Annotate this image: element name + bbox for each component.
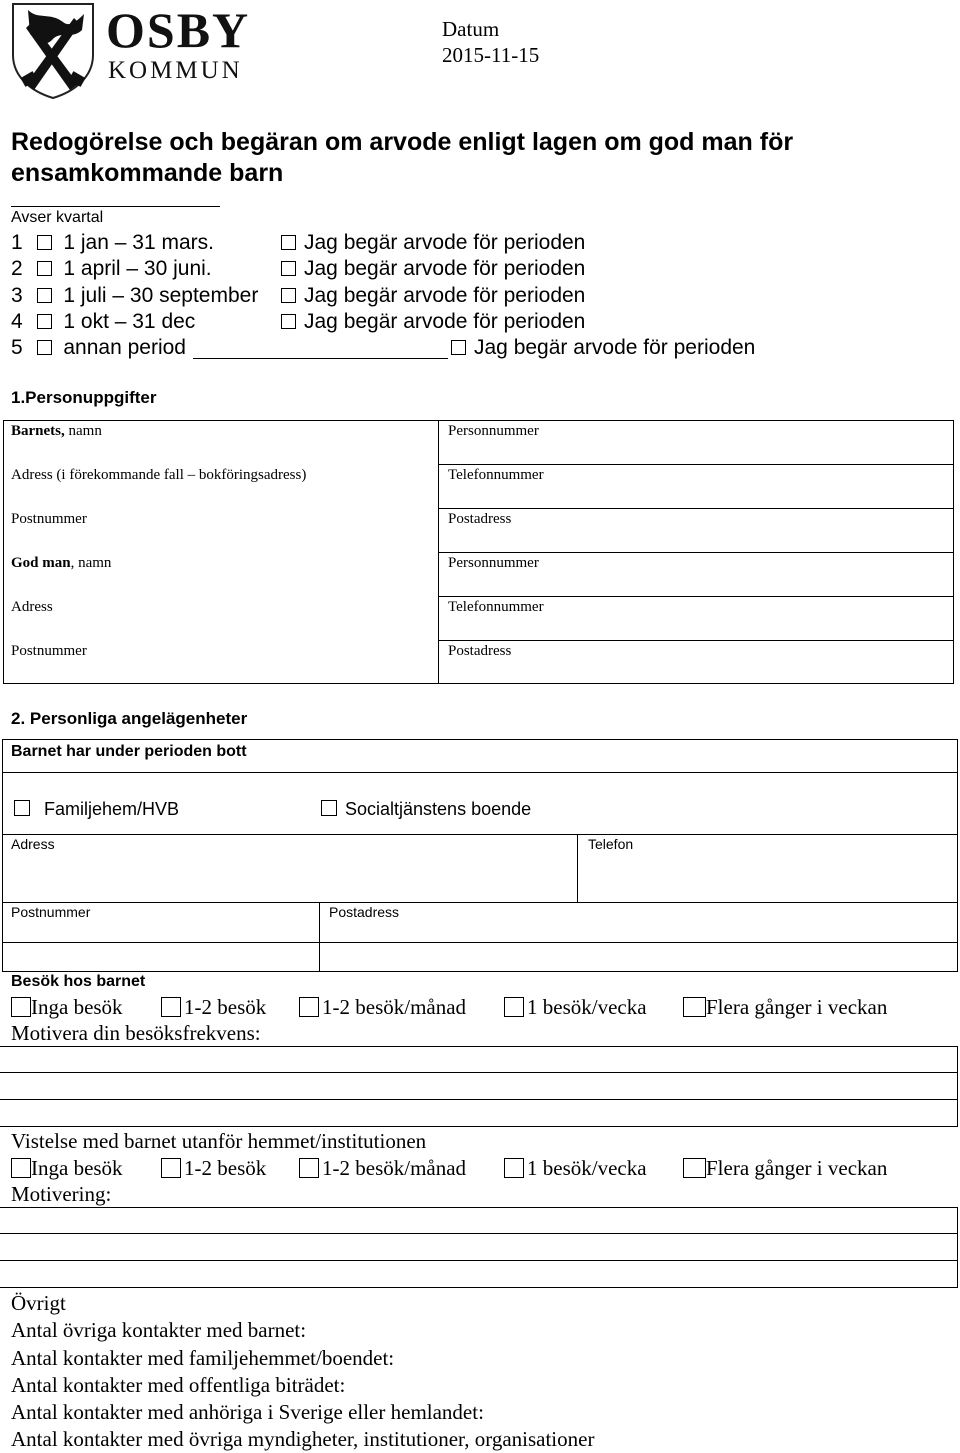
request-label: Jag begär arvode för perioden <box>304 310 586 333</box>
coat-of-arms-icon <box>8 0 98 100</box>
barn-adress-field[interactable]: Adress (i förekommande fall – bokföringsadress) <box>11 467 307 483</box>
barn-personnummer-field[interactable]: Personnummer <box>448 423 539 439</box>
request-row-4 <box>281 310 585 334</box>
request-label: Jag begär arvode för perioden <box>474 336 756 359</box>
logo-kommun-text: KOMMUN <box>108 57 243 84</box>
familjehem-label: Familjehem/HVB <box>44 799 180 819</box>
besok-heading: Besök hos barnet <box>11 973 146 990</box>
godman-namn-field[interactable] <box>11 555 111 572</box>
table-rule <box>2 834 958 835</box>
request-row-1 <box>281 231 585 255</box>
option-familjehem[interactable] <box>14 799 179 820</box>
freq-option[interactable] <box>299 1156 466 1181</box>
quarter-period: 1 juli – 30 september <box>63 284 259 307</box>
quarter-num: 5 <box>11 336 23 359</box>
freq-checkbox[interactable] <box>299 1158 319 1178</box>
quarter-row-5 <box>11 336 186 360</box>
ovrigt-line: Antal kontakter med offentliga biträdet: <box>11 1373 346 1397</box>
table-rule <box>2 942 958 943</box>
quarter-checkbox[interactable] <box>37 288 52 303</box>
request-checkbox[interactable] <box>451 340 466 355</box>
page-title-line2: ensamkommande barn <box>11 159 284 187</box>
quarter-num: 1 <box>11 231 23 254</box>
freq-checkbox[interactable] <box>299 997 319 1017</box>
freq-checkbox[interactable] <box>504 1158 524 1178</box>
request-label: Jag begär arvode för perioden <box>304 231 586 254</box>
quarter-period: 1 okt – 31 dec <box>63 310 196 333</box>
ovrigt-line: Antal kontakter med anhöriga i Sverige eller hemlandet: <box>11 1400 484 1424</box>
barnets-namn-field[interactable] <box>11 423 102 440</box>
request-row-5 <box>451 336 755 360</box>
boende-adress-field[interactable]: Adress <box>11 836 55 852</box>
boende-table <box>2 739 958 972</box>
ovrigt-heading: Övrigt <box>11 1291 66 1315</box>
quarter-checkbox[interactable] <box>37 314 52 329</box>
table-rule <box>2 772 958 773</box>
freq-label: 1-2 besök <box>184 1156 267 1180</box>
quarter-period: 1 jan – 31 mars. <box>63 231 214 254</box>
godman-telefonnummer-field[interactable]: Telefonnummer <box>448 599 544 615</box>
freq-checkbox[interactable] <box>161 1158 181 1178</box>
boende-telefon-field[interactable]: Telefon <box>588 836 634 852</box>
freq-label: Flera gånger i veckan <box>706 1156 888 1180</box>
godman-rest: , namn <box>70 555 112 571</box>
table-divider <box>577 834 578 902</box>
boende-postnummer-field[interactable]: Postnummer <box>11 904 91 920</box>
quarter-period: 1 april – 30 juni. <box>63 257 212 280</box>
quarter-underline <box>11 206 220 207</box>
barnets-bold: Barnets, <box>11 423 65 439</box>
godman-bold: God man <box>11 555 71 571</box>
freq-label: 1 besök/vecka <box>527 995 647 1019</box>
freq-label: Inga besök <box>31 1156 123 1180</box>
freq-label: Inga besök <box>31 995 123 1019</box>
freq-option[interactable] <box>11 1156 123 1181</box>
section2-heading: 2. Personliga angelägenheter <box>11 709 248 728</box>
osby-logo <box>8 0 268 100</box>
table-rule <box>438 640 954 641</box>
table-rule <box>2 902 958 903</box>
motivering-label: Motivering: <box>11 1182 112 1206</box>
freq-label: 1-2 besök/månad <box>322 1156 467 1180</box>
table-rule <box>0 1099 958 1100</box>
date-label: Datum <box>442 17 500 41</box>
logo-osby-text: OSBY <box>106 2 251 58</box>
godman-personnummer-field[interactable]: Personnummer <box>448 555 539 571</box>
quarter-num: 4 <box>11 310 23 333</box>
ovrigt-line: Antal kontakter med övriga myndigheter, institutioner, organisationer <box>11 1427 595 1451</box>
quarter-label: Avser kvartal <box>11 209 104 226</box>
table-rule <box>0 1260 958 1261</box>
table-rule <box>438 508 954 509</box>
quarter-num: 3 <box>11 284 23 307</box>
request-label: Jag begär arvode för perioden <box>304 284 586 307</box>
freq-option[interactable] <box>504 995 647 1020</box>
ovrigt-line: Antal kontakter med familjehemmet/boendet: <box>11 1346 395 1370</box>
quarter-period: annan period <box>63 336 186 359</box>
boende-postadress-field[interactable]: Postadress <box>329 904 400 920</box>
quarter-num: 2 <box>11 257 23 280</box>
freq-option[interactable] <box>11 995 123 1020</box>
table-rule <box>438 596 954 597</box>
freq-label: 1-2 besök/månad <box>322 995 467 1019</box>
motivera-label: Motivera din besöksfrekvens: <box>11 1021 261 1045</box>
date-value: 2015-11-15 <box>442 43 540 67</box>
godman-adress-field[interactable]: Adress <box>11 599 53 615</box>
quarter-checkbox[interactable] <box>37 340 52 355</box>
barnets-rest: namn <box>64 423 102 439</box>
freq-checkbox[interactable] <box>11 997 31 1017</box>
quarter-row-2 <box>11 257 212 281</box>
quarter-checkbox[interactable] <box>37 235 52 250</box>
motivera-input-lines[interactable] <box>0 1046 958 1127</box>
freq-label: Flera gånger i veckan <box>706 995 888 1019</box>
section1-heading: 1.Personuppgifter <box>11 388 157 407</box>
freq-option[interactable] <box>161 1156 266 1181</box>
table-rule <box>0 1233 958 1234</box>
freq-option[interactable] <box>504 1156 647 1181</box>
motivering-input-lines[interactable] <box>0 1207 958 1288</box>
familjehem-checkbox[interactable] <box>14 800 30 816</box>
request-row-3 <box>281 284 585 308</box>
freq-checkbox[interactable] <box>11 1158 31 1178</box>
quarter-row-1 <box>11 231 214 255</box>
request-label: Jag begär arvode för perioden <box>304 257 586 280</box>
godman-postadress-field[interactable]: Postadress <box>448 643 512 659</box>
request-checkbox[interactable] <box>281 288 296 303</box>
other-period-input-line[interactable] <box>193 358 448 359</box>
option-socialtjanst[interactable] <box>321 799 531 820</box>
freq-checkbox[interactable] <box>161 997 181 1017</box>
socialtjanst-label: Socialtjänstens boende <box>345 799 532 819</box>
barn-telefonnummer-field[interactable]: Telefonnummer <box>448 467 544 483</box>
request-checkbox[interactable] <box>281 235 296 250</box>
table-divider <box>319 902 320 972</box>
quarter-row-4 <box>11 310 195 334</box>
vistelse-heading: Vistelse med barnet utanför hemmet/institutionen <box>11 1129 427 1153</box>
barn-postadress-field[interactable]: Postadress <box>448 511 512 527</box>
freq-label: 1-2 besök <box>184 995 267 1019</box>
freq-option[interactable] <box>299 995 466 1020</box>
quarter-row-3 <box>11 284 258 308</box>
godman-postnummer-field[interactable]: Postnummer <box>11 643 87 659</box>
request-checkbox[interactable] <box>281 314 296 329</box>
bott-label: Barnet har under perioden bott <box>11 743 247 760</box>
ovrigt-line: Antal övriga kontakter med barnet: <box>11 1318 307 1342</box>
page-title-line1: Redogörelse och begäran om arvode enligt lagen om god man för <box>11 128 794 156</box>
freq-label: 1 besök/vecka <box>527 1156 647 1180</box>
freq-checkbox[interactable] <box>683 1158 706 1178</box>
freq-checkbox[interactable] <box>683 997 706 1017</box>
table-rule <box>438 464 954 465</box>
barn-postnummer-field[interactable]: Postnummer <box>11 511 87 527</box>
request-row-2 <box>281 257 585 281</box>
table-rule <box>0 1072 958 1073</box>
freq-option[interactable] <box>683 1156 887 1181</box>
request-checkbox[interactable] <box>281 261 296 276</box>
freq-checkbox[interactable] <box>504 997 524 1017</box>
freq-option[interactable] <box>683 995 887 1020</box>
quarter-checkbox[interactable] <box>37 261 52 276</box>
freq-option[interactable] <box>161 995 266 1020</box>
socialtjanst-checkbox[interactable] <box>321 800 337 816</box>
table-rule <box>438 552 954 553</box>
